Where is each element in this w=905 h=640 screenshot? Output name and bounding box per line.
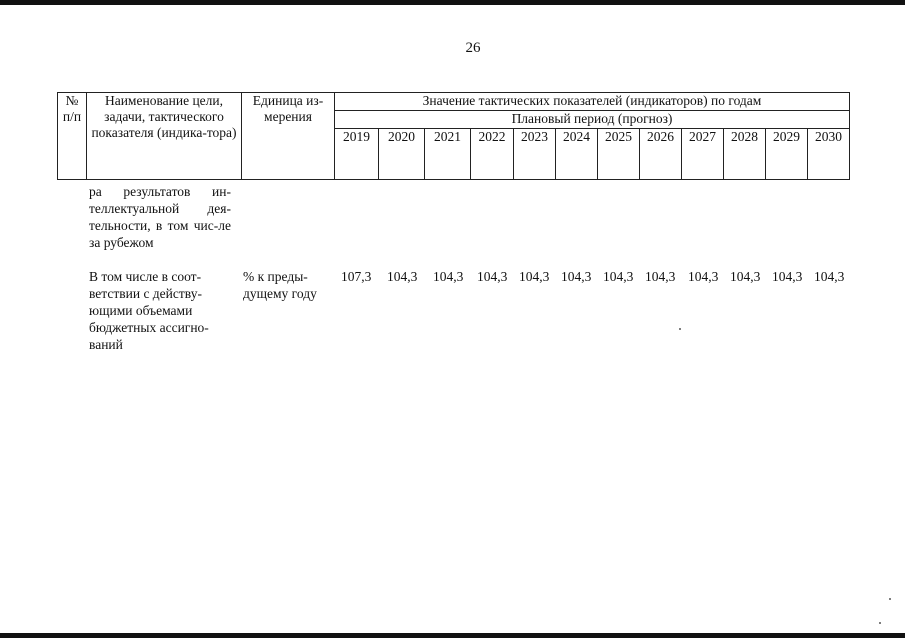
- year-cell: 2024: [556, 129, 598, 180]
- value-2023: 104,3: [519, 269, 550, 284]
- indicator-unit: % к преды-дущему году: [243, 269, 317, 301]
- year-cell: 2022: [471, 129, 514, 180]
- year-cell: 2019: [335, 129, 379, 180]
- continued-indicator-name: ра результатов ин-теллектуальной дея-тельности, в том чис-ле за рубежом: [89, 184, 231, 250]
- scan-speck: [889, 598, 891, 600]
- page-top-border: [0, 0, 905, 5]
- value-2025: 104,3: [603, 269, 634, 284]
- year-cell: 2027: [682, 129, 724, 180]
- value-2021: 104,3: [433, 269, 464, 284]
- scan-speck: [679, 328, 681, 330]
- page-number: 26: [465, 40, 481, 56]
- year-cell: 2023: [514, 129, 556, 180]
- header-num-cell: № п/п: [58, 93, 87, 180]
- year-cell: 2028: [724, 129, 766, 180]
- header-values-title: Значение тактических показателей (индикаторов) по годам: [335, 93, 850, 111]
- indicator-name: В том числе в соот-ветствии с действу-ющими объемами бюджетных ассигно-ваний: [89, 269, 209, 352]
- page-bottom-border: [0, 633, 905, 638]
- year-cell: 2026: [640, 129, 682, 180]
- indicators-table-header: [57, 92, 850, 180]
- value-2019: 107,3: [341, 269, 372, 284]
- value-2022: 104,3: [477, 269, 508, 284]
- value-2026: 104,3: [645, 269, 676, 284]
- header-planning-period: Плановый период (прогноз): [335, 111, 850, 129]
- value-2029: 104,3: [772, 269, 803, 284]
- header-unit-cell: Единица из-мерения: [242, 93, 335, 180]
- year-cell: 2029: [766, 129, 808, 180]
- year-cell: 2020: [379, 129, 425, 180]
- value-2020: 104,3: [387, 269, 418, 284]
- scan-speck: [879, 622, 881, 624]
- value-2024: 104,3: [561, 269, 592, 284]
- year-cell: 2030: [808, 129, 850, 180]
- value-2030: 104,3: [814, 269, 845, 284]
- header-name-cell: Наименование цели, задачи, тактического показателя (индика-тора): [87, 93, 242, 180]
- value-2027: 104,3: [688, 269, 719, 284]
- year-cell: 2021: [425, 129, 471, 180]
- value-2028: 104,3: [730, 269, 761, 284]
- year-cell: 2025: [598, 129, 640, 180]
